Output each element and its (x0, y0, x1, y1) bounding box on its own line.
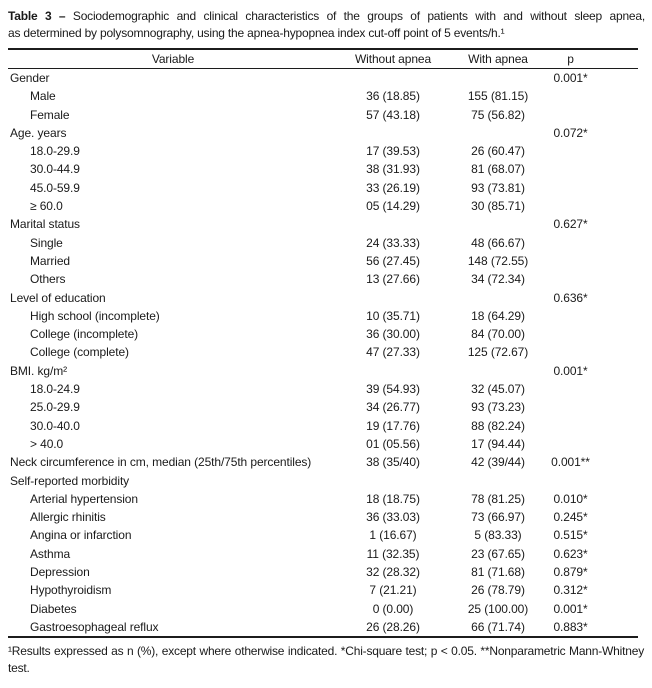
variable-cell: Male (30, 89, 56, 104)
with-apnea-cell: 30 (85.71) (471, 199, 525, 214)
with-apnea-cell: 81 (71.68) (471, 565, 525, 580)
spacer-cell (593, 307, 638, 325)
spacer-cell (593, 362, 638, 380)
with-apnea-cell: 26 (78.79) (471, 583, 525, 598)
without-apnea-cell: 17 (39.53) (366, 144, 420, 159)
p-value-cell (548, 270, 593, 288)
p-value-cell (548, 252, 593, 270)
with-apnea-cell: 66 (71.74) (448, 618, 548, 637)
table-row (8, 435, 638, 453)
variable-cell: High school (incomplete) (30, 308, 160, 323)
variable-cell: BMI. kg/m² (10, 363, 68, 378)
variable-cell: 18.0-29.9 (30, 144, 80, 159)
column-header-p: p (548, 49, 593, 69)
variable-cell: 45.0-59.9 (30, 180, 80, 195)
p-value-cell (548, 325, 593, 343)
spacer-cell (593, 453, 638, 471)
variable-cell: Angina or infarction (30, 528, 132, 543)
p-value-cell: 0.312* (553, 583, 588, 598)
p-value-cell: 0.623* (553, 546, 588, 561)
variable-cell: ≥ 60.0 (30, 199, 63, 214)
with-apnea-cell: 84 (70.00) (471, 327, 525, 342)
variable-cell: Allergic rhinitis (30, 510, 106, 525)
column-header-spacer (593, 49, 638, 69)
table-row (8, 179, 638, 197)
variable-cell: Asthma (30, 546, 71, 561)
p-value-cell: 0.072* (553, 125, 588, 140)
without-apnea-cell (338, 289, 448, 307)
with-apnea-cell: 42 (39/44) (471, 455, 525, 470)
without-apnea-cell (338, 215, 448, 233)
variable-cell: 30.0-40.0 (30, 418, 80, 433)
table-row (8, 343, 638, 361)
with-apnea-cell: 81 (68.07) (471, 162, 525, 177)
table-row (8, 508, 638, 526)
variable-cell: Hypothyroidism (30, 583, 112, 598)
with-apnea-cell (448, 215, 548, 233)
table-row (8, 215, 638, 233)
without-apnea-cell: 34 (26.77) (366, 400, 420, 415)
with-apnea-cell (448, 289, 548, 307)
variable-cell: College (incomplete) (30, 327, 139, 342)
p-value-cell (548, 87, 593, 105)
with-apnea-cell: 88 (82.24) (471, 418, 525, 433)
p-value-cell (548, 197, 593, 215)
variable-cell: 30.0-44.9 (30, 162, 80, 177)
with-apnea-cell: 155 (81.15) (467, 89, 529, 104)
p-value-cell (548, 179, 593, 197)
variable-cell: 25.0-29.9 (30, 400, 80, 415)
table-row (8, 563, 638, 581)
without-apnea-cell: 26 (28.26) (338, 618, 448, 637)
p-value-cell: 0.245* (553, 510, 588, 525)
spacer-cell (593, 380, 638, 398)
spacer-cell (593, 490, 638, 508)
spacer-cell (593, 160, 638, 178)
p-value-cell: 0.627* (553, 217, 588, 232)
p-value-cell: 0.001* (553, 71, 588, 85)
table-row (8, 526, 638, 544)
spacer-cell (593, 435, 638, 453)
column-header-variable: Variable (8, 49, 338, 69)
table-title (8, 8, 645, 42)
spacer-cell (593, 234, 638, 252)
table-number-label: Table 3 – (8, 9, 66, 23)
table-row (8, 362, 638, 380)
spacer-cell (593, 270, 638, 288)
variable-cell: > 40.0 (30, 436, 64, 451)
without-apnea-cell: 24 (33.33) (366, 235, 420, 250)
table-header (8, 49, 638, 69)
table-row (8, 618, 638, 637)
with-apnea-cell: 78 (81.25) (471, 491, 525, 506)
spacer-cell (593, 179, 638, 197)
without-apnea-cell: 7 (21.21) (369, 583, 417, 598)
spacer-cell (593, 618, 638, 637)
p-value-cell: 0.636* (553, 290, 588, 305)
p-value-cell: 0.001* (553, 601, 588, 616)
spacer-cell (593, 600, 638, 618)
variable-cell: Age. years (10, 125, 67, 140)
table-row (8, 398, 638, 416)
p-value-cell (548, 472, 593, 490)
spacer-cell (593, 252, 638, 270)
table-row (8, 490, 638, 508)
variable-cell: Marital status (10, 217, 80, 232)
with-apnea-cell: 25 (100.00) (467, 601, 529, 616)
variable-cell: Female (30, 107, 70, 122)
without-apnea-cell: 10 (35.71) (366, 308, 420, 323)
with-apnea-cell: 34 (72.34) (471, 272, 525, 287)
table-row (8, 87, 638, 105)
title-line-1 (8, 8, 645, 25)
without-apnea-cell: 18 (18.75) (366, 491, 420, 506)
table-row (8, 307, 638, 325)
p-value-cell (548, 142, 593, 160)
table-row (8, 252, 638, 270)
variable-cell: Depression (30, 565, 90, 580)
spacer-cell (593, 472, 638, 490)
variable-cell: Single (30, 235, 63, 250)
column-header-without-apnea: Without apnea (338, 49, 448, 69)
with-apnea-cell: 23 (67.65) (471, 546, 525, 561)
variable-cell: Married (30, 253, 70, 268)
without-apnea-cell: 33 (26.19) (366, 180, 420, 195)
with-apnea-cell: 5 (83.33) (474, 528, 522, 543)
with-apnea-cell (448, 472, 548, 490)
spacer-cell (593, 215, 638, 233)
column-header-with-apnea: With apnea (448, 49, 548, 69)
characteristics-table (8, 48, 638, 638)
without-apnea-cell (338, 124, 448, 142)
table-row (8, 270, 638, 288)
without-apnea-cell: 38 (31.93) (366, 162, 420, 177)
table-row (8, 289, 638, 307)
p-value-cell (548, 380, 593, 398)
p-value-cell (548, 234, 593, 252)
with-apnea-cell (448, 69, 548, 88)
spacer-cell (593, 398, 638, 416)
p-value-cell (548, 307, 593, 325)
p-value-cell: 0.883* (548, 618, 593, 637)
table-row (8, 472, 638, 490)
title-line-2: as determined by polysomnography, using the apnea-hypopnea index cut-off point of 5 events/h.¹ (8, 26, 505, 40)
table-row (8, 106, 638, 124)
without-apnea-cell: 1 (16.67) (369, 528, 417, 543)
table-body (8, 69, 638, 638)
spacer-cell (593, 106, 638, 124)
without-apnea-cell: 19 (17.76) (366, 418, 420, 433)
with-apnea-cell (448, 362, 548, 380)
without-apnea-cell: 36 (30.00) (366, 327, 420, 342)
without-apnea-cell: 13 (27.66) (366, 272, 420, 287)
without-apnea-cell: 0 (0.00) (372, 601, 414, 616)
spacer-cell (593, 197, 638, 215)
without-apnea-cell: 11 (32.35) (366, 546, 420, 561)
table-row (8, 160, 638, 178)
variable-cell: Self-reported morbidity (10, 473, 130, 488)
variable-cell: College (complete) (30, 345, 129, 360)
spacer-cell (593, 563, 638, 581)
table-row (8, 325, 638, 343)
spacer-cell (593, 289, 638, 307)
spacer-cell (593, 526, 638, 544)
variable-cell: Level of education (10, 290, 106, 305)
spacer-cell (593, 69, 638, 88)
with-apnea-cell: 148 (72.55) (467, 253, 529, 268)
with-apnea-cell: 32 (45.07) (471, 382, 525, 397)
without-apnea-cell: 39 (54.93) (366, 382, 420, 397)
p-value-cell (548, 417, 593, 435)
spacer-cell (593, 87, 638, 105)
table-row (8, 69, 638, 88)
variable-cell: Arterial hypertension (30, 491, 138, 506)
table-row (8, 600, 638, 618)
with-apnea-cell: 73 (66.97) (471, 510, 525, 525)
spacer-cell (593, 581, 638, 599)
p-value-cell: 0.001* (553, 363, 588, 378)
spacer-cell (593, 142, 638, 160)
table-row (8, 545, 638, 563)
spacer-cell (593, 343, 638, 361)
without-apnea-cell: 47 (27.33) (366, 345, 420, 360)
with-apnea-cell (448, 124, 548, 142)
without-apnea-cell (338, 69, 448, 88)
p-value-cell (548, 343, 593, 361)
spacer-cell (593, 417, 638, 435)
without-apnea-cell: 01 (05.56) (366, 436, 420, 451)
p-value-cell: 0.010* (553, 491, 588, 506)
without-apnea-cell (338, 362, 448, 380)
table-row (8, 453, 638, 471)
spacer-cell (593, 124, 638, 142)
with-apnea-cell: 93 (73.23) (471, 400, 525, 415)
table-row (8, 142, 638, 160)
spacer-cell (593, 325, 638, 343)
with-apnea-cell: 125 (72.67) (467, 345, 529, 360)
without-apnea-cell: 05 (14.29) (366, 199, 420, 214)
variable-cell: Neck circumference in cm, median (25th/75th percentiles) (10, 455, 312, 470)
table-row (8, 417, 638, 435)
title-line-1-text: Sociodemographic and clinical characteristics of the groups of patients with and without sleep apnea, (72, 9, 645, 23)
with-apnea-cell: 17 (94.44) (471, 436, 525, 451)
with-apnea-cell: 18 (64.29) (471, 308, 525, 323)
without-apnea-cell (338, 472, 448, 490)
spacer-cell (593, 508, 638, 526)
variable-cell: Others (30, 272, 66, 287)
table-row (8, 197, 638, 215)
without-apnea-cell: 32 (28.32) (366, 565, 420, 580)
p-value-cell: 0.001** (551, 455, 590, 470)
variable-cell: Gender (10, 71, 50, 85)
without-apnea-cell: 36 (18.85) (366, 89, 420, 104)
table-row (8, 380, 638, 398)
with-apnea-cell: 48 (66.67) (471, 235, 525, 250)
with-apnea-cell: 26 (60.47) (471, 144, 525, 159)
spacer-cell (593, 545, 638, 563)
without-apnea-cell: 38 (35/40) (366, 455, 420, 470)
variable-cell: Diabetes (30, 601, 77, 616)
variable-cell: 18.0-24.9 (30, 382, 80, 397)
without-apnea-cell: 56 (27.45) (366, 253, 420, 268)
p-value-cell: 0.515* (553, 528, 588, 543)
with-apnea-cell: 93 (73.81) (471, 180, 525, 195)
table-row (8, 124, 638, 142)
without-apnea-cell: 57 (43.18) (366, 107, 420, 122)
p-value-cell (548, 106, 593, 124)
table-row (8, 234, 638, 252)
p-value-cell (548, 160, 593, 178)
p-value-cell: 0.879* (553, 565, 588, 580)
without-apnea-cell: 36 (33.03) (366, 510, 420, 525)
p-value-cell (548, 435, 593, 453)
header-row (8, 49, 638, 69)
with-apnea-cell: 75 (56.82) (471, 107, 525, 122)
footnote: ¹Results expressed as n (%), except where otherwise indicated. *Chi-square test; p < 0.05. **Nonparametric Mann-Whitney test. (8, 644, 644, 675)
p-value-cell (548, 398, 593, 416)
variable-cell: Gastroesophageal reflux (8, 618, 338, 637)
table-row (8, 581, 638, 599)
